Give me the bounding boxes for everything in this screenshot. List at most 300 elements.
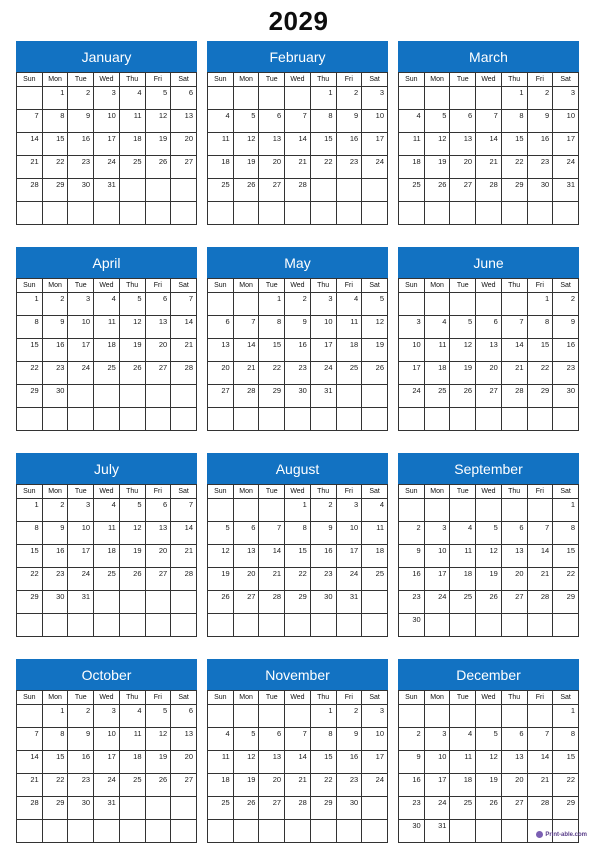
day-cell [119, 499, 145, 522]
week-row [17, 293, 197, 316]
day-number: 30 [540, 180, 550, 189]
day-cell [424, 820, 450, 843]
day-cell [119, 614, 145, 637]
day-number: 18 [107, 546, 116, 555]
day-number: 13 [463, 134, 473, 143]
week-row [399, 408, 579, 431]
day-number: 29 [566, 798, 575, 807]
day-number: 17 [107, 134, 116, 143]
weekday-header: Thu [119, 73, 145, 87]
week-row [17, 522, 197, 545]
day-cell [553, 499, 579, 522]
day-cell [553, 202, 579, 225]
day-cell [94, 87, 120, 110]
day-number: 4 [137, 88, 142, 97]
weekday-header: Fri [336, 279, 362, 293]
day-cell [17, 110, 43, 133]
day-number: 29 [56, 798, 65, 807]
day-cell [336, 545, 362, 568]
weekday-header: Wed [285, 485, 311, 499]
day-number: 14 [298, 752, 307, 761]
day-cell [233, 499, 259, 522]
day-cell [362, 385, 388, 408]
month-table [16, 484, 197, 637]
day-number: 9 [416, 546, 421, 555]
day-number: 10 [81, 317, 91, 326]
day-cell [42, 568, 68, 591]
day-number: 2 [570, 294, 575, 303]
day-cell [259, 110, 285, 133]
day-cell [68, 110, 94, 133]
day-cell [145, 568, 171, 591]
day-cell [310, 591, 336, 614]
week-row [399, 774, 579, 797]
day-cell [171, 87, 197, 110]
month-title: July [16, 453, 197, 484]
day-cell [208, 545, 234, 568]
day-number: 28 [298, 798, 307, 807]
weekday-header: Thu [501, 485, 527, 499]
day-cell [310, 156, 336, 179]
day-cell [362, 110, 388, 133]
day-cell [527, 362, 553, 385]
day-number: 6 [276, 111, 282, 120]
day-cell [285, 110, 311, 133]
day-number: 30 [56, 592, 65, 601]
month-title: October [16, 659, 197, 690]
day-number: 24 [375, 157, 384, 166]
day-number: 25 [463, 592, 473, 601]
day-number: 16 [56, 546, 65, 555]
day-number: 6 [467, 111, 473, 120]
day-cell [285, 156, 311, 179]
weekday-header: Thu [119, 485, 145, 499]
day-cell [527, 408, 553, 431]
day-cell [68, 408, 94, 431]
day-number: 20 [272, 775, 282, 784]
day-cell [527, 87, 553, 110]
week-row [399, 591, 579, 614]
weekday-header: Sat [171, 73, 197, 87]
day-cell [208, 705, 234, 728]
day-cell [233, 179, 259, 202]
day-number: 28 [184, 569, 193, 578]
day-number: 12 [133, 317, 142, 326]
day-number: 8 [302, 523, 307, 532]
week-row [17, 179, 197, 202]
weekday-header: Tue [259, 279, 285, 293]
day-cell [17, 339, 43, 362]
weekday-header: Tue [68, 279, 94, 293]
weekday-header: Tue [259, 485, 285, 499]
day-number: 20 [158, 340, 168, 349]
day-number: 8 [34, 317, 39, 326]
day-cell [233, 545, 259, 568]
day-cell [42, 316, 68, 339]
day-number: 10 [107, 111, 116, 120]
day-cell [501, 133, 527, 156]
day-number: 22 [324, 157, 333, 166]
day-cell [399, 591, 425, 614]
day-cell [362, 202, 388, 225]
week-row [208, 820, 388, 843]
day-number: 20 [463, 157, 473, 166]
day-cell [476, 545, 502, 568]
day-cell [450, 591, 476, 614]
weekday-header: Thu [310, 73, 336, 87]
day-number: 15 [56, 752, 65, 761]
day-number: 4 [467, 523, 473, 532]
day-number: 11 [221, 134, 230, 143]
day-cell [336, 568, 362, 591]
day-cell [399, 362, 425, 385]
day-cell [68, 339, 94, 362]
month-september [398, 453, 579, 637]
day-cell [208, 316, 234, 339]
day-cell [171, 705, 197, 728]
day-cell [145, 751, 171, 774]
day-number: 20 [489, 363, 498, 372]
day-number: 19 [133, 340, 142, 349]
day-cell [362, 362, 388, 385]
day-number: 24 [324, 363, 333, 372]
day-number: 14 [184, 317, 193, 326]
week-row [17, 316, 197, 339]
day-cell [501, 339, 527, 362]
day-cell [208, 728, 234, 751]
week-row [208, 751, 388, 774]
day-cell [259, 499, 285, 522]
weekday-header: Wed [94, 691, 120, 705]
day-number: 19 [438, 157, 447, 166]
day-cell [450, 156, 476, 179]
day-number: 25 [133, 157, 142, 166]
day-cell [94, 316, 120, 339]
day-number: 27 [247, 592, 256, 601]
day-number: 24 [107, 775, 116, 784]
day-number: 11 [108, 523, 116, 532]
month-table [207, 484, 388, 637]
day-cell [450, 774, 476, 797]
weekday-header: Tue [259, 691, 285, 705]
day-cell [119, 179, 145, 202]
day-number: 10 [375, 729, 384, 738]
day-cell [17, 499, 43, 522]
month-table [207, 72, 388, 225]
day-cell [285, 362, 311, 385]
day-number: 10 [412, 340, 421, 349]
weekday-header: Thu [501, 691, 527, 705]
day-cell [476, 156, 502, 179]
day-number: 13 [184, 111, 193, 120]
week-row [399, 293, 579, 316]
day-cell [145, 362, 171, 385]
day-cell [119, 591, 145, 614]
month-title: August [207, 453, 388, 484]
day-cell [285, 591, 311, 614]
day-cell [208, 797, 234, 820]
day-cell [233, 614, 259, 637]
weekday-header: Sun [399, 691, 425, 705]
day-cell [553, 751, 579, 774]
day-cell [527, 774, 553, 797]
day-cell [259, 293, 285, 316]
day-cell [171, 156, 197, 179]
weekday-header: Sat [362, 73, 388, 87]
day-cell [42, 774, 68, 797]
day-number: 3 [85, 500, 91, 509]
week-row [17, 820, 197, 843]
day-cell [233, 110, 259, 133]
day-number: 17 [566, 134, 575, 143]
day-number: 5 [163, 88, 168, 97]
day-cell [501, 87, 527, 110]
day-cell [233, 293, 259, 316]
day-number: 17 [324, 340, 333, 349]
weekday-header: Tue [68, 485, 94, 499]
week-row [208, 568, 388, 591]
day-cell [553, 179, 579, 202]
day-number: 19 [463, 363, 473, 372]
day-cell [336, 797, 362, 820]
weekday-header: Sun [208, 691, 234, 705]
day-cell [362, 133, 388, 156]
day-cell [310, 408, 336, 431]
day-cell [501, 751, 527, 774]
day-number: 27 [489, 386, 498, 395]
day-cell [68, 774, 94, 797]
brand-logo [536, 831, 587, 838]
day-cell [399, 316, 425, 339]
day-cell [310, 705, 336, 728]
day-number: 28 [30, 180, 39, 189]
day-cell [476, 728, 502, 751]
day-cell [362, 179, 388, 202]
weekday-header: Mon [424, 485, 450, 499]
day-number: 8 [60, 111, 65, 120]
day-cell [336, 316, 362, 339]
day-number: 22 [272, 363, 282, 372]
day-cell [476, 797, 502, 820]
weekday-header: Fri [527, 691, 553, 705]
day-cell [501, 728, 527, 751]
day-number: 11 [221, 752, 230, 761]
day-cell [424, 797, 450, 820]
day-number: 25 [221, 180, 230, 189]
day-number: 17 [412, 363, 421, 372]
day-cell [476, 820, 502, 843]
day-number: 7 [276, 523, 282, 532]
day-cell [424, 591, 450, 614]
day-number: 15 [566, 752, 575, 761]
day-number: 18 [107, 340, 116, 349]
month-april [16, 247, 197, 431]
week-row [17, 133, 197, 156]
week-row [17, 87, 197, 110]
weekday-header: Wed [285, 73, 311, 87]
day-cell [17, 614, 43, 637]
day-number: 8 [328, 111, 333, 120]
day-number: 4 [467, 729, 473, 738]
day-cell [119, 728, 145, 751]
day-cell [42, 614, 68, 637]
weekday-header: Tue [68, 73, 94, 87]
day-cell [362, 293, 388, 316]
day-cell [145, 820, 171, 843]
day-cell [285, 133, 311, 156]
day-number: 16 [540, 134, 550, 143]
day-cell [68, 87, 94, 110]
weekday-header: Sat [171, 279, 197, 293]
day-number: 21 [272, 569, 282, 578]
day-number: 26 [489, 592, 498, 601]
day-number: 6 [276, 729, 282, 738]
day-cell [310, 728, 336, 751]
day-cell [399, 156, 425, 179]
day-cell [527, 499, 553, 522]
day-cell [450, 179, 476, 202]
day-number: 4 [379, 500, 384, 509]
day-cell [171, 339, 197, 362]
day-number: 25 [349, 363, 359, 372]
weekday-header: Sat [553, 691, 579, 705]
day-cell [424, 339, 450, 362]
day-cell [259, 316, 285, 339]
day-number: 21 [30, 775, 39, 784]
day-cell [208, 408, 234, 431]
week-row [208, 728, 388, 751]
day-number: 22 [56, 157, 65, 166]
weekday-header: Sun [399, 485, 425, 499]
day-number: 17 [81, 546, 91, 555]
day-cell [68, 797, 94, 820]
day-number: 25 [412, 180, 421, 189]
day-cell [145, 797, 171, 820]
day-number: 28 [298, 180, 307, 189]
week-row [399, 499, 579, 522]
day-cell [145, 156, 171, 179]
day-number: 9 [545, 111, 550, 120]
day-number: 4 [225, 111, 230, 120]
month-row [16, 247, 579, 431]
day-cell [233, 133, 259, 156]
weekday-header: Sat [553, 73, 579, 87]
day-cell [17, 316, 43, 339]
day-cell [527, 705, 553, 728]
day-cell [17, 408, 43, 431]
day-cell [527, 568, 553, 591]
day-cell [259, 751, 285, 774]
day-cell [17, 728, 43, 751]
weekday-header: Tue [68, 691, 94, 705]
day-number: 29 [515, 180, 524, 189]
day-cell [259, 705, 285, 728]
day-number: 27 [158, 569, 168, 578]
day-cell [362, 820, 388, 843]
day-cell [94, 728, 120, 751]
day-number: 22 [324, 775, 333, 784]
day-number: 10 [375, 111, 384, 120]
day-number: 11 [350, 317, 359, 326]
day-cell [94, 339, 120, 362]
day-number: 1 [34, 500, 39, 509]
day-cell [399, 179, 425, 202]
day-cell [68, 156, 94, 179]
day-number: 7 [188, 500, 193, 509]
day-number: 26 [438, 180, 447, 189]
day-number: 18 [375, 546, 384, 555]
day-number: 24 [438, 798, 447, 807]
day-cell [310, 522, 336, 545]
day-cell [208, 202, 234, 225]
day-cell [94, 202, 120, 225]
day-number: 12 [158, 111, 168, 120]
weekday-header: Mon [233, 485, 259, 499]
day-number: 24 [566, 157, 575, 166]
day-cell [208, 820, 234, 843]
weekday-header: Fri [336, 485, 362, 499]
day-number: 1 [519, 88, 524, 97]
day-number: 7 [545, 523, 550, 532]
day-number: 12 [133, 523, 142, 532]
day-cell [527, 316, 553, 339]
day-cell [553, 568, 579, 591]
day-cell [259, 156, 285, 179]
day-cell [336, 522, 362, 545]
day-number: 5 [137, 500, 142, 509]
day-number: 21 [298, 775, 307, 784]
day-cell [68, 179, 94, 202]
weekday-header: Thu [501, 279, 527, 293]
day-cell [336, 202, 362, 225]
day-cell [310, 614, 336, 637]
day-number: 21 [184, 546, 193, 555]
day-number: 19 [489, 775, 498, 784]
day-number: 29 [324, 798, 333, 807]
day-cell [285, 339, 311, 362]
day-cell [145, 408, 171, 431]
day-number: 5 [225, 523, 230, 532]
week-row [399, 385, 579, 408]
day-cell [362, 499, 388, 522]
week-row [208, 202, 388, 225]
day-cell [259, 339, 285, 362]
day-cell [119, 202, 145, 225]
day-cell [171, 179, 197, 202]
week-row [17, 385, 197, 408]
day-number: 17 [375, 134, 384, 143]
day-cell [424, 316, 450, 339]
day-cell [450, 522, 476, 545]
day-cell [362, 728, 388, 751]
day-cell [145, 499, 171, 522]
day-cell [68, 133, 94, 156]
day-cell [424, 202, 450, 225]
day-number: 13 [247, 546, 256, 555]
month-title: September [398, 453, 579, 484]
day-cell [171, 591, 197, 614]
day-number: 14 [30, 134, 39, 143]
week-row [399, 87, 579, 110]
day-cell [17, 362, 43, 385]
logo-text: Print-able.com [545, 831, 587, 838]
day-number: 26 [158, 775, 168, 784]
day-number: 17 [438, 569, 447, 578]
day-number: 16 [81, 134, 91, 143]
day-cell [259, 820, 285, 843]
day-cell [310, 797, 336, 820]
day-number: 29 [30, 386, 39, 395]
